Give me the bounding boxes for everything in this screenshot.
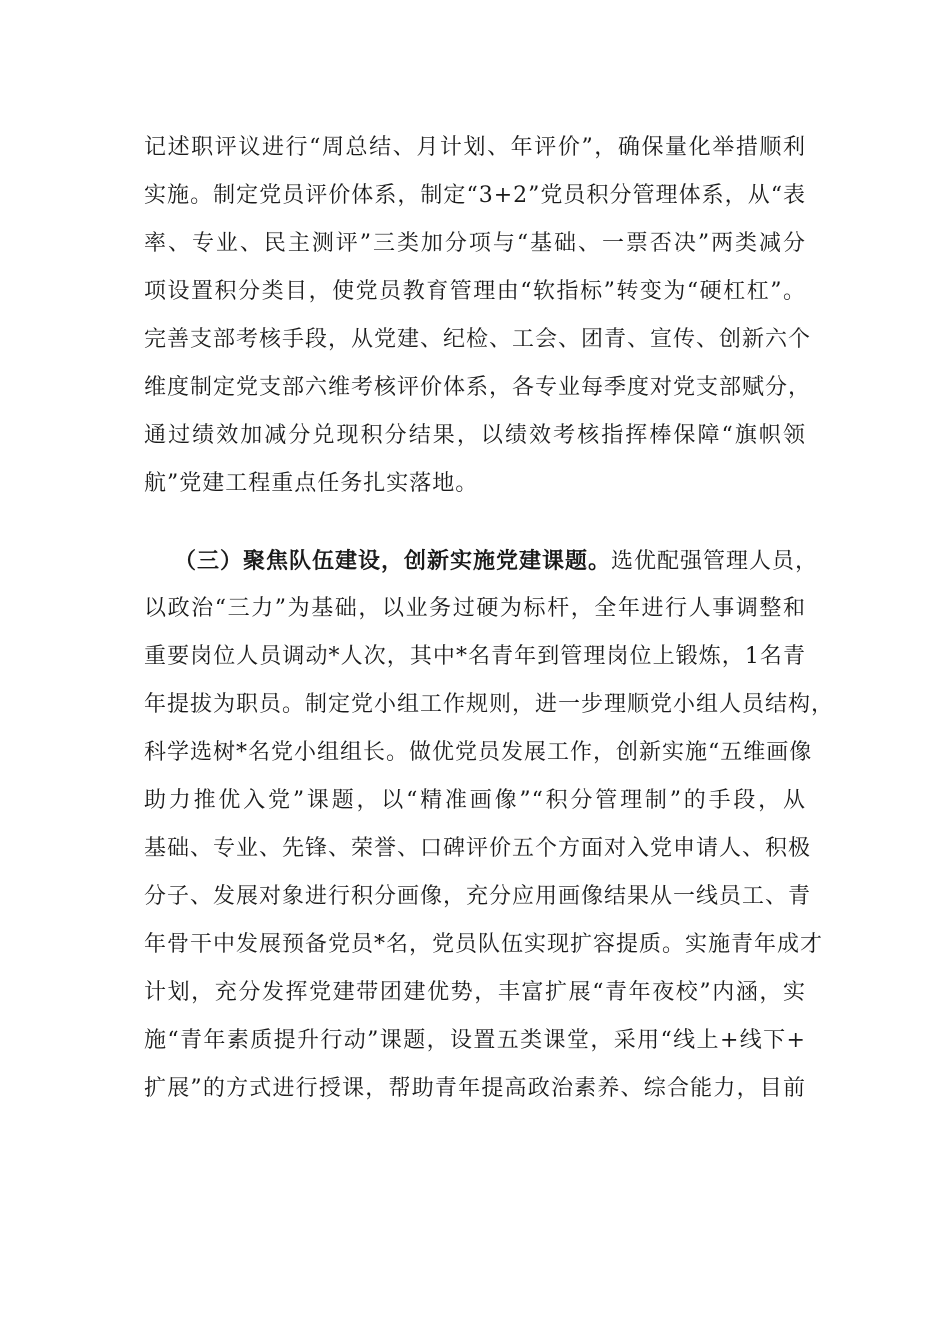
first-line: [144, 537, 819, 585]
text-line: 维度制定党支部六维考核评价体系，各专业每季度对党支部赋分，: [144, 375, 812, 400]
section-heading: （三）聚焦队伍建设，创新实施党建课题。: [174, 548, 612, 574]
text-line: 通过绩效加减分兑现积分结果，以绩效考核指挥棒保障“旗帜领: [144, 423, 806, 448]
text-line: 扩展”的方式进行授课，帮助青年提高政治素养、综合能力，目前: [144, 1076, 806, 1101]
first-line-text: 选优配强管理人员，: [611, 549, 819, 574]
text-line: 年骨干中发展预备党员*名，党员队伍实现扩容提质。实施青年成才: [144, 932, 824, 957]
text-line: 年提拔为职员。制定党小组工作规则，进一步理顺党小组人员结构，: [144, 692, 835, 717]
text-line-last: 航”党建工程重点任务扎实落地。: [144, 471, 479, 496]
text-line: 实施。制定党员评价体系，制定“3+2”党员积分管理体系，从“表: [144, 183, 806, 208]
text-line: 以政治“三力”为基础，以业务过硬为标杆，全年进行人事调整和: [144, 596, 806, 621]
text-line: 基础、专业、先锋、荣誉、口碑评价五个方面对入党申请人、积极: [144, 836, 812, 861]
text-line: 完善支部考核手段，从党建、纪检、工会、团青、宣传、创新六个: [144, 327, 812, 352]
text-line: 施“青年素质提升行动”课题，设置五类课堂，采用“线上+线下+: [144, 1028, 806, 1053]
paragraph-party-evaluation: [144, 124, 812, 508]
text-line: 重要岗位人员调动*人次，其中*名青年到管理岗位上锻炼，1名青: [144, 644, 806, 669]
text-line: 计划，充分发挥党建带团建优势，丰富扩展“青年夜校”内涵，实: [144, 980, 806, 1005]
text-line: 科学选树*名党小组组长。做优党员发展工作，创新实施“五维画像: [144, 740, 813, 765]
text-line: 记述职评议进行“周总结、月计划、年评价”，确保量化举措顺利: [144, 135, 806, 160]
text-line: 助力推优入党”课题，以“精准画像”“积分管理制”的手段，从: [144, 788, 806, 813]
text-line: 率、专业、民主测评”三类加分项与“基础、一票否决”两类减分: [144, 231, 806, 256]
paragraph-team-building: [144, 537, 835, 1113]
text-line: 分子、发展对象进行积分画像，充分应用画像结果从一线员工、青: [144, 884, 812, 909]
text-line: 项设置积分类目，使党员教育管理由“软指标”转变为“硬杠杠”。: [144, 279, 806, 304]
